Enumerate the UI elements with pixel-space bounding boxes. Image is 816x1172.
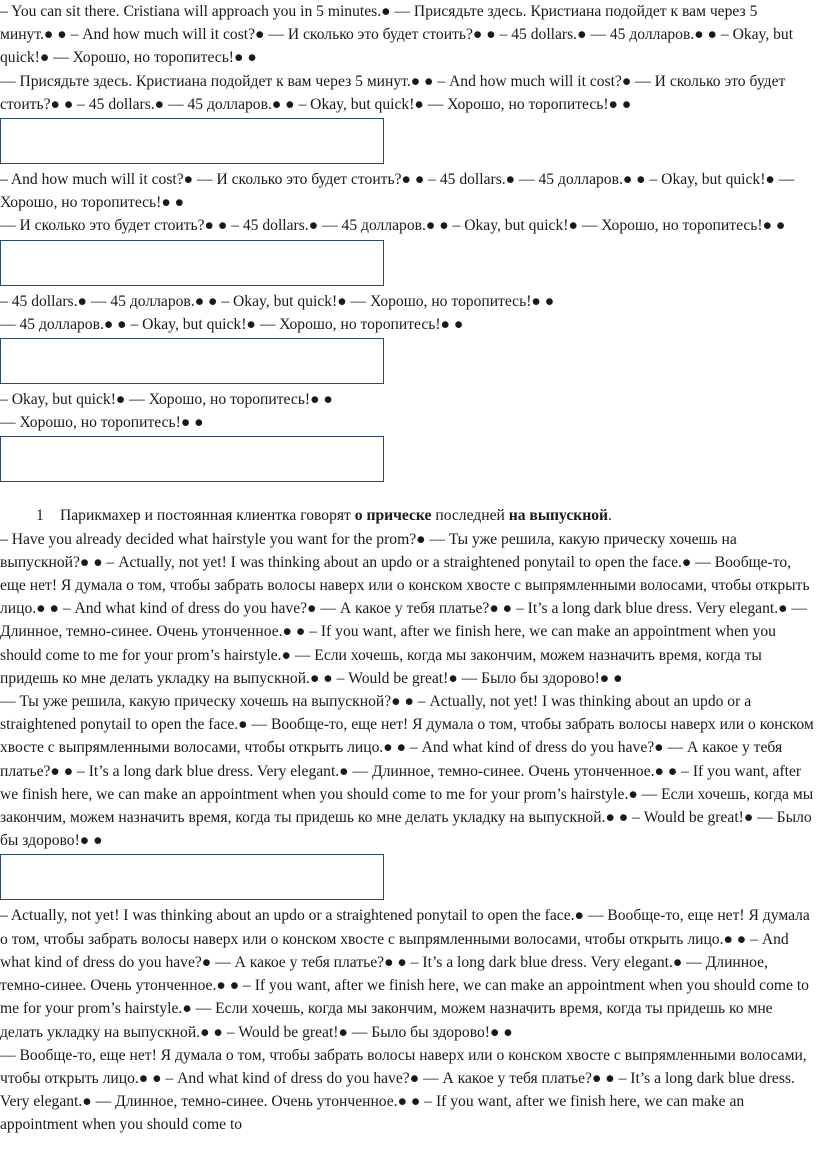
dialogue-paragraph: – You can sit there. Cristiana will approach you in 5 minutes.● — Присядьте здесь. Кристиана подойдет к вам через 5 минут.● ● – And how much will it cost?● — И сколько это будет стоить?● ● – 45 dollars.● — 45 долларов.● ● – Okay, but quick!● — Хорошо, но торопитесь!● ● [0, 3, 794, 67]
heading-text: Парикмахер и постоянная клиентка говорят [60, 507, 355, 525]
dialogue-paragraph: – 45 dollars.● — 45 долларов.● ● – Okay, but quick!● — Хорошо, но торопитесь!● ● [0, 292, 555, 310]
dialogue-paragraph: — Присядьте здесь. Кристиана подойдет к вам через 5 минут.● ● – And how much will it cost?● — И сколько это будет стоить?● ● – 45 dollars.● — 45 долларов.● ● – Okay, but quick!● — Хорошо, но торопитесь!● ● [0, 72, 786, 113]
dialogue-paragraph: — Вообще-то, еще нет! Я думала о том, чтобы забрать волосы наверх или о конском хвосте с выпрямленными волосами, чтобы открыть лицо.● ● – And what kind of dress do you have?● — А какое у тебя платье?● ● – It’s a long dark blue dress. Very elegant.● — Длинное, темно-синее. Очень утонченное.● ● – If you want, after we finish here, we can make an appointment when you should come to [0, 1046, 807, 1134]
answer-box [0, 854, 384, 900]
dialogue-paragraph: — 45 долларов.● ● – Okay, but quick!● — Хорошо, но торопитесь!● ● [0, 315, 464, 333]
heading-text: последней [431, 507, 509, 525]
heading-bold: о прическе [354, 507, 432, 525]
answer-box [0, 118, 384, 164]
dialogue-paragraph: — Хорошо, но торопитесь!● ● [0, 414, 204, 432]
dialogue-paragraph: – And how much will it cost?● — И сколько это будет стоить?● ● – 45 dollars.● — 45 долларов.● ● – Okay, but quick!● — Хорошо, но торопитесь!● ● [0, 171, 795, 212]
dialogue-paragraph: — И сколько это будет стоить?● ● – 45 dollars.● — 45 долларов.● ● – Okay, but quick!● — Хорошо, но торопитесь!● ● [0, 217, 786, 235]
heading-number: 1 [36, 507, 44, 525]
exercise-heading [0, 504, 816, 527]
dialogue-paragraph: — Ты уже решила, какую прическу хочешь на выпускной?● ● – Actually, not yet! I was thinking about an updo or a straightened ponytail to open the face.● — Вообще-то, еще нет! Я думала о том, чтобы забрать волосы наверх или о конском хвосте с выпрямленными волосами, чтобы открыть лицо.● ● – And what kind of dress do you have?● — А какое у тебя платье?● ● – It’s a long dark blue dress. Very elegant.● — Длинное, темно-синее. Очень утонченное.● ● – If you want, after we finish here, we can make an appointment when you should come to me for your prom’s hairstyle.● — Если хочешь, когда мы закончим, можем назначить время, когда ты придешь ко мне делать укладку на выпускной.● ● – Would be great!● — Было бы здорово!● ● [0, 693, 814, 850]
dialogue-paragraph: – Have you already decided what hairstyle you want for the prom?● — Ты уже решила, какую прическу хочешь на выпускной?● ● – Actually, not yet! I was thinking about an updo or a straightened ponytail to open the face.● — Вообще-то, еще нет! Я думала о том, чтобы забрать волосы наверх или о конском хвосте с выпрямленными волосами, чтобы открыть лицо.● ● – And what kind of dress do you have?● — А какое у тебя платье?● ● – It’s a long dark blue dress. Very elegant.● — Длинное, темно-синее. Очень утонченное.● ● – If you want, after we finish here, we can make an appointment when you should come to me for your prom’s hairstyle.● — Если хочешь, когда мы закончим, можем назначить время, когда ты придешь ко мне делать укладку на выпускной.● ● – Would be great!● — Было бы здорово!● ● [0, 530, 810, 687]
dialogue-paragraph: – Actually, not yet! I was thinking about an updo or a straightened ponytail to open the face.● — Вообще-то, еще нет! Я думала о том, чтобы забрать волосы наверх или о конском хвосте с выпрямленными волосами, чтобы открыть лицо.● ● – And what kind of dress do you have?● — А какое у тебя платье?● ● – It’s a long dark blue dress. Very elegant.● — Длинное, темно-синее. Очень утонченное.● ● – If you want, after we finish here, we can make an appointment when you should come to me for your prom’s hairstyle.● — Если хочешь, когда мы закончим, можем назначить время, когда ты придешь ко мне делать укладку на выпускной.● ● – Would be great!● — Было бы здорово!● ● [0, 907, 810, 1041]
heading-bold: на выпускной [508, 507, 609, 525]
answer-box [0, 338, 384, 384]
answer-box [0, 436, 384, 482]
heading-text: . [608, 507, 612, 525]
dialogue-paragraph: – Okay, but quick!● — Хорошо, но торопитесь!● ● [0, 391, 333, 409]
answer-box [0, 240, 384, 286]
